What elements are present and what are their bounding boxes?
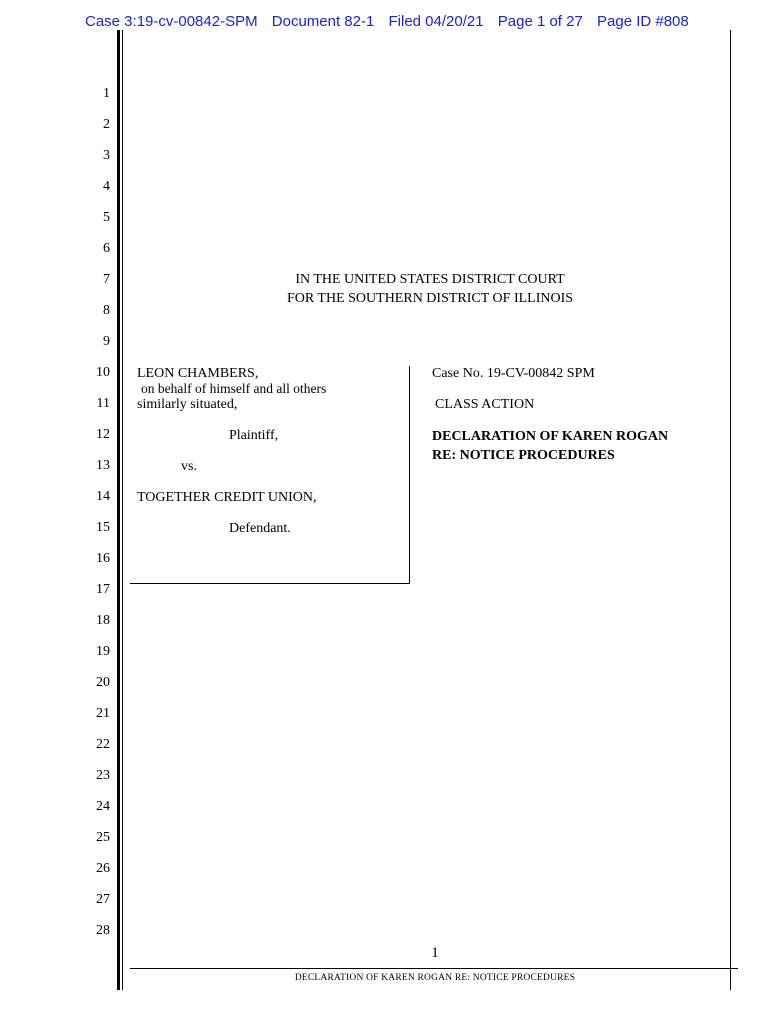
left-margin-rule-outer — [117, 30, 120, 990]
court-heading — [130, 270, 730, 308]
line-number: 27 — [96, 892, 110, 907]
line-number: 23 — [96, 768, 110, 783]
header-document: Document 82-1 — [271, 13, 375, 30]
line-number: 25 — [96, 830, 110, 845]
case-number: Case No. 19-CV-00842 SPM — [432, 366, 595, 381]
right-margin-rule — [730, 30, 731, 990]
footer-title: DECLARATION OF KAREN ROGAN RE: NOTICE PROCEDURES — [294, 973, 576, 983]
line-number: 5 — [103, 210, 110, 225]
line-number: 28 — [96, 923, 110, 938]
line-number: 16 — [96, 551, 110, 566]
line-number: 12 — [96, 427, 110, 442]
line-number: 24 — [96, 799, 110, 814]
plaintiff-description: on behalf of himself and all others — [141, 381, 327, 396]
filing-header — [85, 13, 705, 30]
left-margin-rule-inner — [122, 30, 123, 990]
line-number: 18 — [96, 613, 110, 628]
document-title: DECLARATION OF KAREN ROGAN — [432, 429, 669, 444]
defendant-name: TOGETHER CREDIT UNION, — [137, 490, 317, 505]
caption-vertical-rule — [409, 366, 410, 584]
document-title-cont: RE: NOTICE PROCEDURES — [432, 448, 615, 463]
versus: vs. — [181, 459, 197, 474]
header-page: Page 1 of 27 — [497, 13, 583, 30]
court-name: IN THE UNITED STATES DISTRICT COURT — [295, 272, 565, 287]
caption-bottom-rule — [130, 583, 410, 584]
line-number: 22 — [96, 737, 110, 752]
court-district: FOR THE SOUTHERN DISTRICT OF ILLINOIS — [286, 291, 574, 306]
class-action-label: CLASS ACTION — [435, 397, 535, 412]
line-number: 4 — [103, 179, 110, 194]
line-number: 10 — [96, 365, 110, 380]
line-number: 15 — [96, 520, 110, 535]
plaintiff-name: LEON CHAMBERS, — [137, 366, 259, 381]
line-number: 20 — [96, 675, 110, 690]
line-number: 13 — [96, 458, 110, 473]
header-filed: Filed 04/20/21 — [388, 13, 484, 30]
line-number: 19 — [96, 644, 110, 659]
plaintiff-description-cont: similarly situated, — [137, 397, 238, 412]
footer-rule — [130, 968, 738, 969]
plaintiff-role: Plaintiff, — [229, 428, 279, 443]
line-number: 1 — [103, 86, 110, 101]
line-number: 17 — [96, 582, 110, 597]
defendant-role: Defendant. — [229, 521, 291, 536]
line-number: 3 — [103, 148, 110, 163]
line-number: 2 — [103, 117, 110, 132]
line-number: 6 — [103, 241, 110, 256]
header-case: Case 3:19-cv-00842-SPM — [85, 13, 258, 30]
line-number: 9 — [103, 334, 110, 349]
line-number: 21 — [96, 706, 110, 721]
line-number: 7 — [103, 272, 110, 287]
line-number: 8 — [103, 303, 110, 318]
page-number: 1 — [431, 945, 439, 961]
line-number: 26 — [96, 861, 110, 876]
header-page-id: Page ID #808 — [597, 13, 689, 30]
line-number: 11 — [96, 396, 110, 411]
line-number: 14 — [96, 489, 110, 504]
